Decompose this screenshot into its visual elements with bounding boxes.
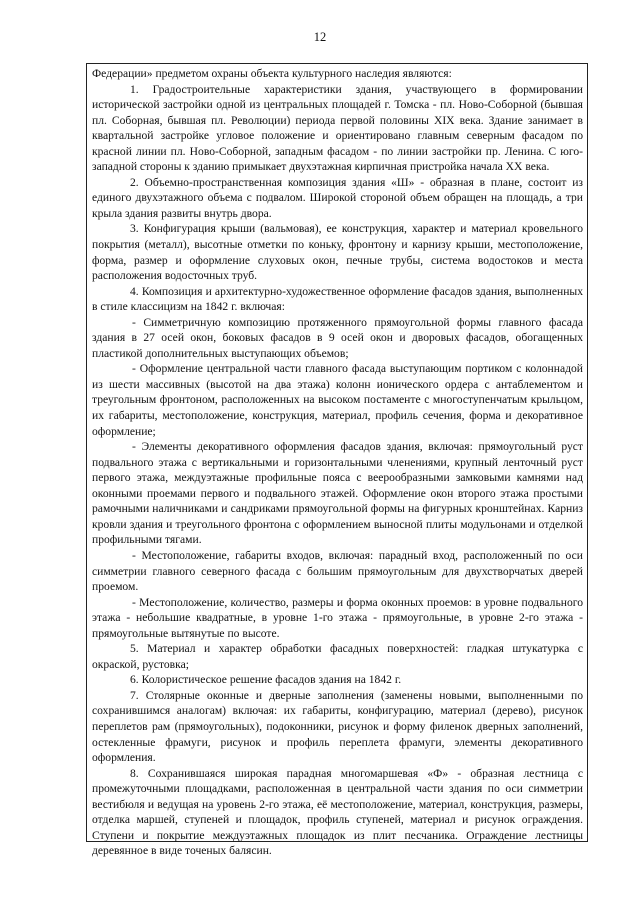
paragraph-item-5: 5. Материал и характер обработки фасадных поверхностей: гладкая штукатурка с окраской, рустовка; bbox=[92, 642, 583, 671]
page-number: 12 bbox=[313, 30, 327, 44]
paragraph-item-4-windows: - Местоположение, количество, размеры и форма оконных проемов: в уровне подвального этажа - небольшие квадратные, в уровне 1-го этажа - прямоугольные, в уровне 2-го этажа - прямоугольные вытянутые по высоте. bbox=[92, 595, 583, 640]
paragraph-item-4: 4. Композиция и архитектурно-художественное оформление фасадов здания, выполненных в стиле классицизм на 1842 г. включая: bbox=[92, 284, 583, 314]
paragraph-item-7: 7. Столярные оконные и дверные заполнения (заменены новыми, выполненными по сохранившимся аналогам) включая: их габариты, конфигурацию, материал (дерево), рисунок переплетов рам (прямоугольных), подоконники, рисунок и форму филенок дверных заполнений, остекленные фрамуги, рисунок и профиль переплета фрамуги, элементы декоративного оформления. bbox=[92, 688, 583, 765]
paragraph-item-4-portico: - Оформление центральной части главного фасада выступающим портиком с колоннадой из шести массивных (высотой на два этажа) колонн ионического ордера с антаблементом и треугольным фронтоном, расположенных на высоком постаменте с многоступенчатым крыльцом, их габариты, местоположение, конструкция, материал, профиль сечения, форма и декоративное оформление; bbox=[92, 362, 583, 438]
paragraph-item-8: 8. Сохранившаяся широкая парадная многомаршевая «Ф» - образная лестница с промежуточными площадками, расположенная в центральной части здания по оси симметрии вестибюля и ведущая на уровень 2-го этажа, её местоположение, материал, конструкция, размеры, отделка маршей, ступеней и площадок, профиль ступеней, материал и рисунок ограждения. Ступени и покрытие междуэтажных площадок из плит песчаника. Ограждение лестницы деревянное в виде точеных балясин. bbox=[92, 766, 583, 858]
paragraph-item-2: 2. Объемно-пространственная композиция здания «Ш» - образная в плане, состоит из единого двухэтажного объема с подвалом. Широкой стороной объем обращен на площадь, а три крыла здания развиты внутрь двора. bbox=[92, 175, 583, 220]
paragraph-item-1: 1. Градостроительные характеристики здания, участвующего в формировании исторической застройки одной из центральных площадей г. Томска - пл. Ново-Соборной (бывшая пл. Соборная, бывшая пл. Революции) периода первой половины XIX века. Здание занимает в квартальной застройке угловое положение и ориентировано главным северным фасадом по красной линии пл. Ново-Соборной, западным фасадом - по линии застройки пр. Ленина. С юго-западной стороны к зданию примыкает двухэтажная кирпичная пристройка начала XX века. bbox=[92, 82, 583, 174]
paragraph-item-3: 3. Конфигурация крыши (вальмовая), ее конструкция, характер и материал кровельного покрытия (металл), высотные отметки по коньку, фронтону и карнизу крыши, местоположение, форма, размер и оформление слуховых окон, печные трубы, система водостоков и места расположения водосточных труб. bbox=[92, 222, 583, 283]
paragraph-intro: Федерации» предметом охраны объекта культурного наследия являются: bbox=[92, 67, 452, 80]
paragraph-item-6: 6. Колористическое решение фасадов здания на 1842 г. bbox=[130, 673, 402, 687]
paragraph-item-4-symmetry: - Симметричную композицию протяженного прямоугольной формы главного фасада здания в 27 осей окон, боковых фасадов в 9 осей окон и дворовых фасадов, обогащенных пластикой дополнительных выступающих объемов; bbox=[92, 315, 583, 360]
paragraph-item-4-decor: - Элементы декоративного оформления фасадов здания, включая: прямоугольный руст подвального этажа с вертикальными и горизонтальными членениями, крупный ленточный руст первого этажа, междуэтажные профильные пояса с веерообразными замковыми камнями над оконными проемами первого и подвального этажей. Оформление окон второго этажа простыми рамочными наличниками и сандриками прямоугольной формы на фигурных кронштейнах. Карниз кровли здания и треугольного фронтона с оформлением выносной плиты модульонами и отделкой профильными тягами. bbox=[92, 440, 583, 547]
document-frame bbox=[86, 63, 588, 858]
paragraph-item-4-entrances: - Местоположение, габариты входов, включая: парадный вход, расположенный по оси симметрии главного северного фасада с большим прямоугольным для двухстворчатых дверей проемом. bbox=[92, 548, 583, 594]
